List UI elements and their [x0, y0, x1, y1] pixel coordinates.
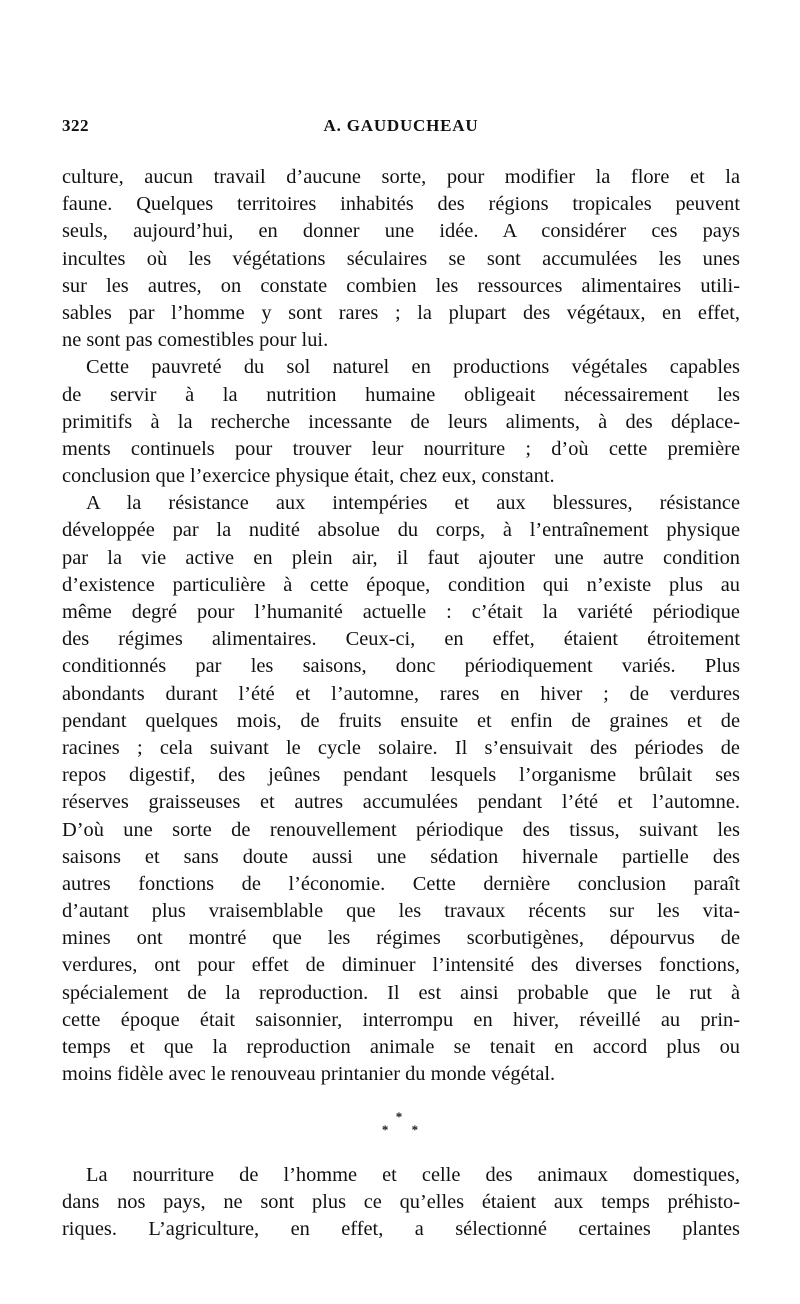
asterism-separator	[0, 1110, 800, 1136]
text-line: A la résistance aux intempéries et aux blessures, résistance	[86, 492, 740, 515]
text-line: seuls, aujourd’hui, en donner une idée. A considérer ces pays	[62, 220, 740, 243]
text-line: de servir à la nutrition humaine obligeait nécessairement les	[62, 383, 740, 406]
text-line: conclusion que l’exercice physique était, chez eux, constant.	[62, 465, 555, 488]
text-line: développée par la nudité absolue du corps, à l’entraînement physique	[62, 519, 740, 542]
text-line: La nourriture de l’homme et celle des animaux domestiques,	[86, 1164, 740, 1186]
page-header	[62, 116, 740, 144]
text-block-next-section	[62, 1162, 740, 1244]
text-line: d’autant plus vraisemblable que les travaux récents sur les vita-	[62, 900, 740, 923]
text-line: Cette pauvreté du sol naturel en productions végétales capables	[86, 356, 740, 379]
running-head: A. GAUDUCHEAU	[323, 116, 479, 135]
text-line: ne sont pas comestibles pour lui.	[62, 329, 329, 352]
text-line: moins fidèle avec le renouveau printanier du monde végétal.	[62, 1063, 556, 1086]
text-line: sables par l’homme y sont rares ; la plupart des végétaux, en effet,	[62, 301, 740, 324]
text-line: repos digestif, des jeûnes pendant lesquels l’organisme brûlait ses	[62, 764, 740, 787]
asterism-top: *	[395, 1109, 403, 1124]
text-line: riques. L’agriculture, en effet, a sélectionné certaines plantes	[62, 1218, 740, 1241]
text-line: par la vie active en plein air, il faut ajouter une autre condition	[62, 546, 740, 569]
text-block-main	[62, 164, 740, 1088]
text-line: ments continuels pour trouver leur nourriture ; d’où cette première	[62, 437, 740, 460]
text-line: pendant quelques mois, de fruits ensuite et enfin de graines et de	[62, 709, 740, 732]
text-line: des régimes alimentaires. Ceux-ci, en effet, étaient étroitement	[62, 628, 740, 651]
text-line: primitifs à la recherche incessante de leurs aliments, à des déplace-	[62, 410, 740, 433]
text-line: même degré pour l’humanité actuelle : c’était la variété périodique	[62, 601, 740, 623]
asterism-bottom: * *	[381, 1122, 429, 1137]
text-line: dans nos pays, ne sont plus ce qu’elles étaient aux temps préhisto-	[62, 1191, 740, 1214]
page-number: 322	[62, 116, 89, 135]
text-line: faune. Quelques territoires inhabités des régions tropicales peuvent	[62, 193, 740, 216]
text-line: D’où une sorte de renouvellement périodique des tissus, suivant les	[62, 818, 740, 841]
text-line: conditionnés par les saisons, donc périodiquement variés. Plus	[62, 655, 740, 678]
text-line: réserves graisseuses et autres accumulées pendant l’été et l’automne.	[62, 791, 740, 814]
text-line: spécialement de la reproduction. Il est ainsi probable que le rut à	[62, 981, 740, 1004]
text-line: temps et que la reproduction animale se tenait en accord plus ou	[62, 1036, 740, 1058]
text-line: abondants durant l’été et l’automne, rares en hiver ; de verdures	[62, 682, 740, 705]
text-line: culture, aucun travail d’aucune sorte, pour modifier la flore et la	[62, 166, 740, 188]
text-line: incultes où les végétations séculaires se sont accumulées les unes	[62, 247, 740, 270]
text-line: autres fonctions de l’économie. Cette dernière conclusion paraît	[62, 872, 740, 895]
text-line: mines ont montré que les régimes scorbutigènes, dépourvus de	[62, 927, 740, 950]
text-line: verdures, ont pour effet de diminuer l’intensité des diverses fonctions,	[62, 954, 740, 977]
text-line: saisons et sans doute aussi une sédation hivernale partielle des	[62, 845, 740, 868]
text-line: cette époque était saisonnier, interrompu en hiver, réveillé au prin-	[62, 1008, 740, 1031]
text-line: racines ; cela suivant le cycle solaire. Il s’ensuivait des périodes de	[62, 736, 740, 759]
text-line: d’existence particulière à cette époque, condition qui n’existe plus au	[62, 573, 740, 596]
text-line: sur les autres, on constate combien les ressources alimentaires utili-	[62, 274, 740, 297]
